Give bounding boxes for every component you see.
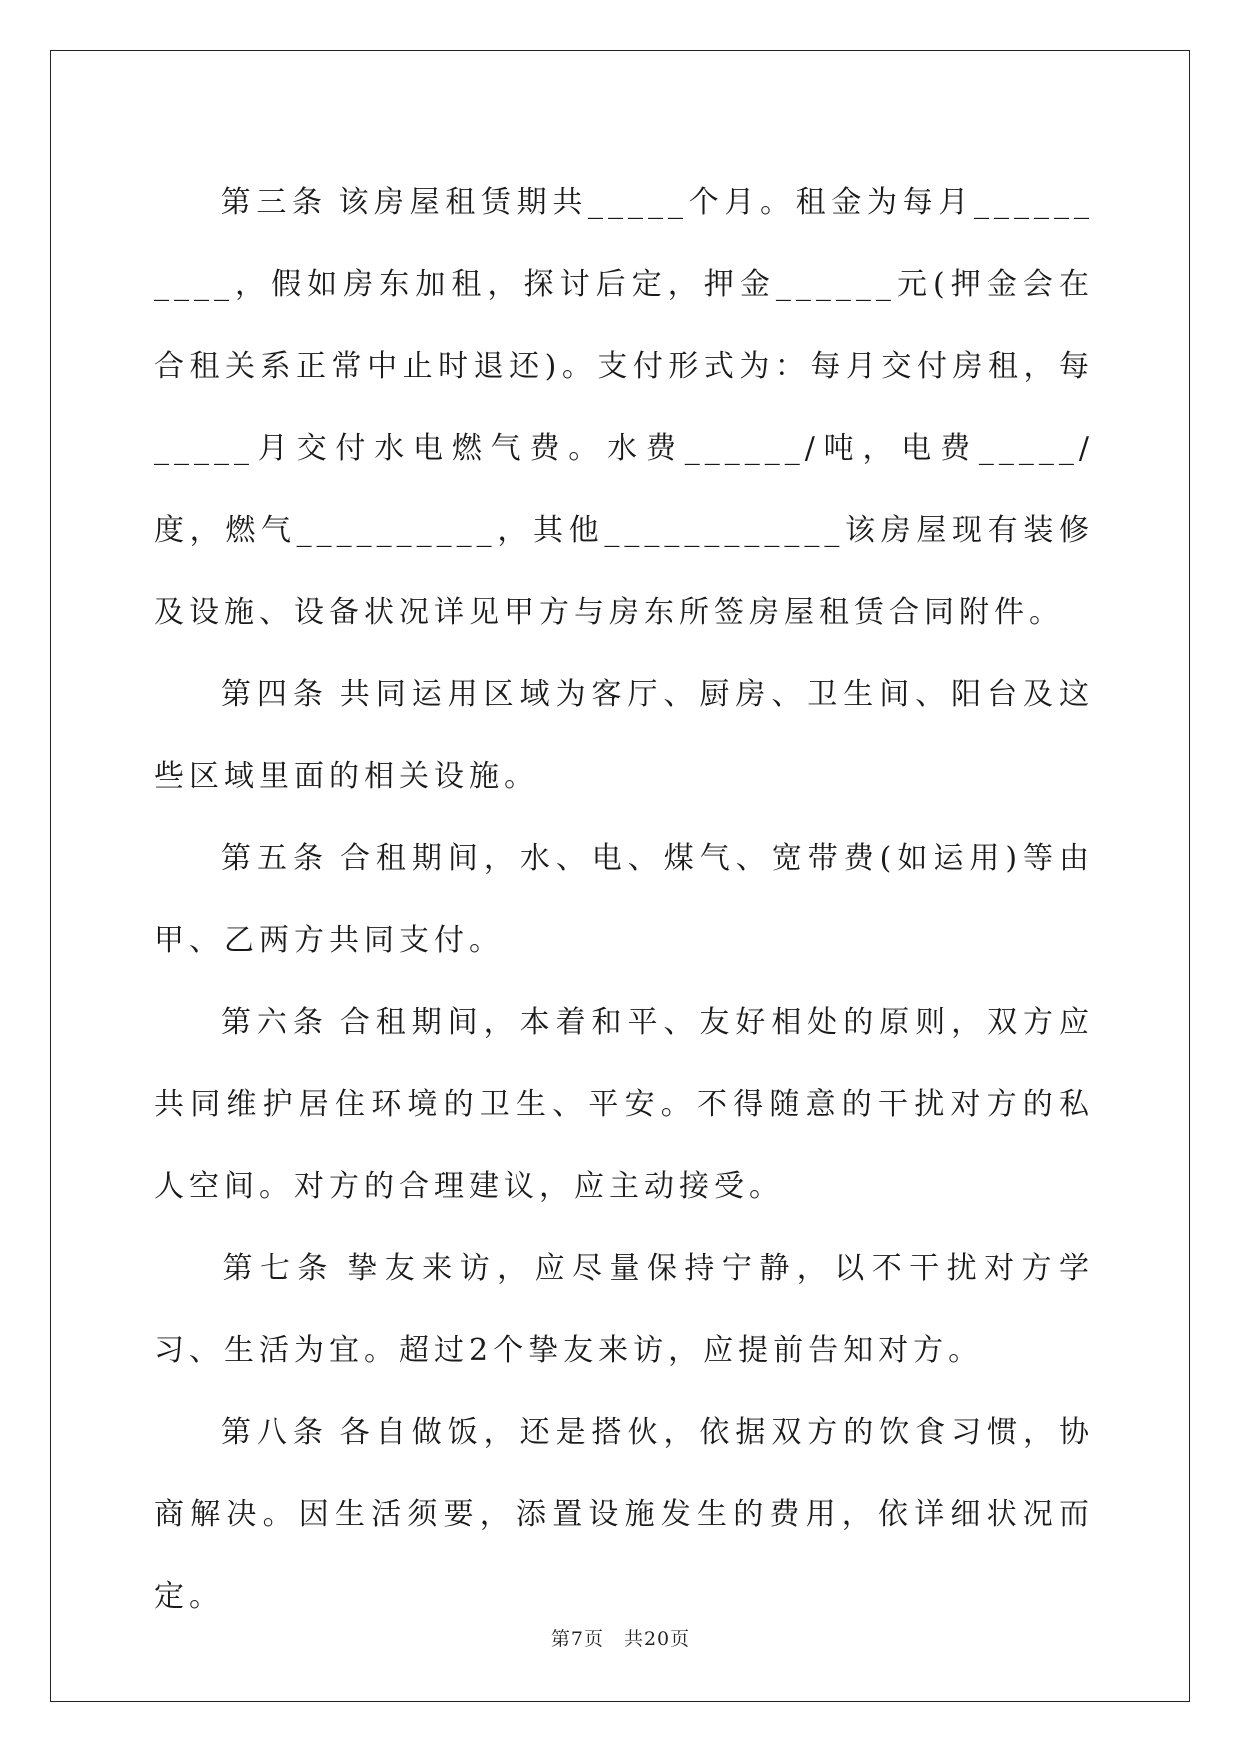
page-footer <box>0 1624 1241 1651</box>
article-3-heading: 第三条 <box>220 185 328 220</box>
article-5-text: 合租期间，水、电、煤气、宽带费(如运用)等由甲、乙两方共同支付。 <box>154 841 1094 958</box>
document-body <box>154 162 1094 1638</box>
article-7-text: 挚友来访，应尽量保持宁静，以不干扰对方学习、生活为宜。超过2个挚友来访，应提前告知对方。 <box>154 1251 1095 1368</box>
article-7-heading: 第七条 <box>220 1251 335 1286</box>
article-8-text: 各自做饭，还是搭伙，依据双方的饮食习惯，协商解决。因生活须要，添置设施发生的费用，依详细状况而定。 <box>154 1415 1095 1614</box>
article-6-text: 合租期间，本着和平、友好相处的原则，双方应共同维护居住环境的卫生、平安。不得随意的干扰对方的私人空间。对方的合理建议，应主动接受。 <box>154 1005 1095 1204</box>
article-8 <box>154 1392 1094 1638</box>
page-number-current: 第7页 <box>550 1628 604 1650</box>
article-4-text: 共同运用区域为客厅、厨房、卫生间、阳台及这些区域里面的相关设施。 <box>154 677 1095 794</box>
article-3 <box>154 162 1094 654</box>
article-3-text: 该房屋租赁期共_____个月。租金为每月__________，假如房东加租，探讨后定，押金______元(押金会在合租关系正常中止时退还)。支付形式为：每月交付房租，每_____月交付水电燃气费。水费______/吨，电费_____/度，燃气__________，其他____________该房屋现有装修及设施、设备状况详见甲方与房东所签房屋租赁合同附件。 <box>154 185 1095 630</box>
article-5-heading: 第五条 <box>220 841 329 876</box>
article-8-heading: 第八条 <box>220 1415 329 1450</box>
article-6-heading: 第六条 <box>220 1005 329 1040</box>
article-4 <box>154 654 1094 818</box>
article-6 <box>154 982 1094 1228</box>
article-4-heading: 第四条 <box>220 677 329 712</box>
article-5 <box>154 818 1094 982</box>
page-number-total: 共20页 <box>623 1628 691 1650</box>
article-7 <box>154 1228 1094 1392</box>
